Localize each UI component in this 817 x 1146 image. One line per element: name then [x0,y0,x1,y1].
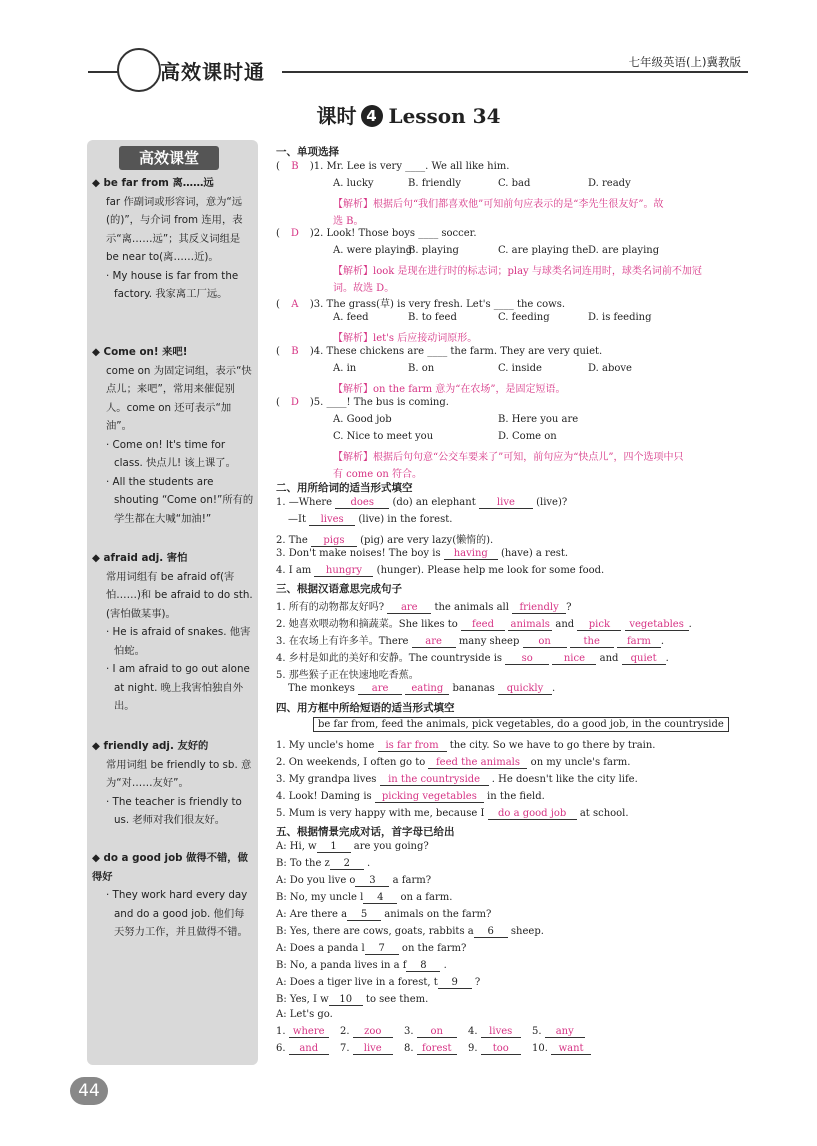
answer: in the countryside [380,774,489,786]
mc-explanation: 【解析】根据后句句意“公交车要来了”可知，前句应为“快点儿”，四个选项中只 [333,452,684,463]
sidebar-title: 高效课堂 [119,146,219,170]
phrase-line-1 [276,740,655,752]
text: B: No, a panda lives in a f [276,960,407,971]
text: (live) in the forest. [358,514,453,525]
mc-option: B. friendly [408,178,461,189]
text: A: Hi, w [276,841,317,852]
text: . [660,636,665,647]
text: A: Does a panda l [276,943,365,954]
mc-option: B. to feed [408,312,457,323]
dialogue-line [276,926,544,938]
note-example: · Come on! It's time for class. 快点儿! 该上课了。 [106,438,236,469]
mc-option: C. feeding [498,312,550,323]
answer: quiet [622,653,666,665]
text: (live)? [536,497,568,508]
blank-number: 9 [438,977,472,989]
dialogue-answer [532,1026,585,1038]
text: A: Do you live o [276,875,356,886]
answer: lives [309,514,355,526]
text: (do) an elephant [392,497,476,508]
mc-explanation: 选 B。 [333,216,364,227]
phrase-line-5 [276,808,629,820]
mc-explanation: 【解析】let's 后应接动词原形。 [333,333,478,344]
fill-line-2 [288,514,452,526]
fill-line-5 [276,565,604,577]
text: on my uncle's farm. [530,757,631,768]
dialogue-answer [340,1026,393,1038]
mc-option: D. above [588,363,632,374]
text: . [367,858,371,869]
text: B: Yes, there are cows, goats, rabbits a [276,926,474,937]
answer: live [353,1043,393,1055]
answer: are [358,683,402,695]
note-head: ◆ do a good job 做得不错，做得好 [92,849,254,886]
text: 1. —Where [276,497,333,508]
text: 3. My grandpa lives [276,774,377,785]
answer: animals [508,619,552,631]
header-rule-left [88,71,118,73]
translate-line-1 [276,598,572,614]
dialogue-answer [276,1043,329,1055]
text: B: No, my uncle l [276,892,364,903]
mc-option: A. feed [333,312,369,323]
answer: does [335,497,389,509]
text: and [555,619,575,630]
mc-option: D. ready [588,178,631,189]
answer: farm [617,636,661,648]
answer: are [412,636,456,648]
blank-number: 5 [347,909,381,921]
text: on the farm? [401,943,467,954]
text: —It [288,514,306,525]
text: to see them. [365,994,429,1005]
mc-stem: )4. These chickens are ____ the farm. They are very quiet. [309,346,603,357]
answer: on [417,1026,457,1038]
text: . [665,653,669,664]
answer-number: 2. [340,1026,350,1037]
dialogue-answer [468,1026,521,1038]
note-text: 常用词组有 be afraid of(害怕……)和 be afraid to do sth.(害怕做某事)。 [106,570,253,620]
answer: forest [417,1043,457,1055]
section-title: 一、单项选择 [276,146,339,158]
answer: picking vegetables [375,791,484,803]
text: B: Yes, I w [276,994,329,1005]
answer-number: 1. [276,1026,286,1037]
phrase-line-4 [276,791,545,803]
text: . [443,960,447,971]
title-prefix: 课时 [316,104,357,128]
answer: on [523,636,567,648]
text: the city. So we have to go there by train. [449,740,656,751]
translate-line-3 [276,632,664,648]
text: bananas [452,683,495,694]
dialogue-last-line: A: Let's go. [276,1009,333,1020]
note-come-on [92,343,254,528]
dialogue-line [276,943,466,955]
text: . [688,619,692,630]
answer-number: 8. [404,1043,414,1054]
text: sheep. [510,926,544,937]
translate-line-5-answer [288,683,555,695]
note-example: · I am afraid to go out alone at night. 晚上我害怕独自外出。 [106,663,250,712]
text: 2. The [276,535,308,546]
section-title: 五、根据情景完成对话，首字母已给出 [276,826,455,838]
mc-explanation: 【解析】look 是现在进行时的标志词；play 与球类名词连用时，球类名词前不加冠 [333,266,702,277]
mc-option: B. playing [408,245,459,256]
answer: the [570,636,614,648]
blank-number: 4 [363,892,397,904]
fill-line-1 [276,497,567,509]
text: on a farm. [400,892,453,903]
mc-option: A. lucky [333,178,374,189]
answer-number: 4. [468,1026,478,1037]
note-example: · My house is far from the factory. 我家离工厂远。 [106,269,239,300]
note-be-far-from [92,174,254,304]
answer: pigs [311,535,357,547]
mc-option: B. Here you are [498,414,579,425]
answer: are [387,602,431,614]
note-example: · All the students are shouting “Come on!”所有的学生都在大喊“加油!” [106,475,254,525]
text: are you going? [353,841,429,852]
note-text: far 作副词或形容词，意为“远(的)”，与介词 from 连用，表示“离……远”；其反义词组是 be near to(离……近)。 [106,195,243,263]
answer: where [289,1026,329,1038]
dialogue-line [276,858,370,870]
mc-answer: B [291,161,299,172]
text: (hunger). Please help me look for some food. [376,565,605,576]
blank-number: 3 [355,875,389,887]
answer-number: 6. [276,1043,286,1054]
dialogue-answer [532,1043,591,1055]
mc-option: C. Nice to meet you [333,431,434,442]
dialogue-line [276,994,428,1006]
lesson-number-badge: 4 [361,105,383,127]
note-text: come on 为固定词组，表示“快点儿；来吧”，常用来催促别人。come on 还可表示“加油”。 [106,364,252,432]
answer-number: 10. [532,1043,548,1054]
text: and [599,653,619,664]
fill-line-4 [276,548,568,560]
mc-stem: )2. Look! Those boys ____ soccer. [309,228,477,239]
lesson-title [0,100,817,129]
answer: nice [552,653,596,665]
text: (pig) are very lazy(懒惰的). [360,535,494,546]
mc-stem: )1. Mr. Lee is very ____. We all like him. [309,161,510,172]
note-head: ◆ afraid adj. 害怕 [92,549,254,568]
dialogue-line [276,841,429,853]
note-example: · They work hard every day and do a good job. 他们每天努力工作，并且做得不错。 [106,889,248,938]
mc-option: B. on [408,363,435,374]
answer-number: 9. [468,1043,478,1054]
mc-option: D. is feeding [588,312,652,323]
answer: lives [481,1026,521,1038]
text: at school. [579,808,629,819]
mc-answer: B [291,346,299,357]
mc-question: ( D )2. Look! Those boys ____ soccer. [276,228,477,239]
dialogue-line [276,909,491,921]
section-title: 二、用所给词的适当形式填空 [276,482,413,494]
answer: zoo [353,1026,393,1038]
mc-stem: )3. The grass(草) is very fresh. Let's ____ the cows. [309,299,565,310]
text: A: Does a tiger live in a forest, t [276,977,438,988]
answer-number: 7. [340,1043,350,1054]
mc-explanation: 有 come on 符合。 [333,469,423,480]
text: ? [566,602,572,613]
mc-option: A. were playing [333,245,413,256]
text: 1. My uncle's home [276,740,375,751]
blank-number: 6 [474,926,508,938]
mc-question: ( B )4. These chickens are ____ the farm. They are very quiet. [276,346,603,357]
answer-number: 3. [404,1026,414,1037]
text: (have) a rest. [500,548,569,559]
dialogue-answer [340,1043,393,1055]
note-text: 常用词组 be friendly to sb. 意为“对……友好”。 [106,758,252,789]
text: many sheep [458,636,520,647]
text: The monkeys [288,683,355,694]
mc-explanation: 【解析】根据后句“我们都喜欢他”可知前句应表示的是“李先生很友好”。故 [333,199,664,210]
answer: any [545,1026,585,1038]
answer: want [551,1043,591,1055]
mc-option: C. inside [498,363,542,374]
text: 1. 所有的动物都友好吗? [276,602,385,613]
dialogue-line [276,977,480,989]
section-title: 四、用方框中所给短语的适当形式填空 [276,702,455,714]
text: 3. Don't make noises! The boy is [276,548,441,559]
dialogue-answer [276,1026,329,1038]
book-title: 七年级英语(上)冀教版 [628,55,741,69]
answer: is far from [378,740,447,752]
text: 3. 在农场上有许多羊。There [276,636,409,647]
translate-line-2 [276,615,692,631]
text: 2. On weekends, I often go to [276,757,426,768]
phrase-line-3 [276,774,638,786]
note-friendly [92,737,254,830]
answer: eating [405,683,449,695]
text: 4. I am [276,565,312,576]
dialogue-answer [404,1043,457,1055]
mc-option: D. Come on [498,431,557,442]
note-example: · He is afraid of snakes. 他害怕蛇。 [106,626,251,657]
mc-option: A. Good job [333,414,392,425]
mc-stem: )5. ____! The bus is coming. [309,397,449,408]
answer: quickly [498,683,552,695]
answer: so [505,653,549,665]
note-head: ◆ be far from 离……远 [92,174,254,193]
translate-line-4 [276,649,669,665]
phrase-line-2 [276,757,630,769]
answer: pick [577,619,621,631]
answer: too [481,1043,521,1055]
phrase-box: be far from, feed the animals, pick vegetables, do a good job, in the countryside [313,717,729,732]
blank-number: 2 [330,858,364,870]
blank-number: 1 [317,841,351,853]
text: 4. 乡村是如此的美好和安静。The countryside is [276,653,503,664]
mc-explanation: 词。故选 D。 [333,283,395,294]
answer: having [444,548,498,560]
text: B: To the z [276,858,330,869]
dialogue-line [276,875,431,887]
mc-question: ( B )1. Mr. Lee is very ____. We all like him. [276,161,510,172]
mc-question: ( D )5. ____! The bus is coming. [276,397,449,408]
text: ? [474,977,481,988]
note-afraid [92,549,254,716]
note-example: · The teacher is friendly to us. 老师对我们很友好。 [106,795,242,826]
mc-explanation: 【解析】on the farm 意为“在农场”，是固定短语。 [333,384,566,395]
answer: live [479,497,533,509]
text: . He doesn't like the city life. [491,774,638,785]
header-rule-right [282,71,748,73]
answer: feed [461,619,505,631]
page-number: 44 [70,1077,108,1105]
text: 5. Mum is very happy with me, because I [276,808,485,819]
dialogue-answer [404,1026,457,1038]
text: . [551,683,556,694]
text: 4. Look! Daming is [276,791,372,802]
brand-logo: 高效课时通 [160,60,265,84]
clock-icon [117,48,161,92]
answer: feed the animals [428,757,527,769]
dialogue-line [276,892,452,904]
dialogue-line [276,960,447,972]
answer: and [289,1043,329,1055]
blank-number: 7 [365,943,399,955]
answer: vegetables [625,619,689,631]
text: A: Are there a [276,909,348,920]
translate-line-5: 5. 那些猴子正在快速地吃香蕉。 [276,670,419,681]
fill-line-3 [276,531,493,547]
text: the animals all [434,602,509,613]
mc-option: C. are playing the [498,245,589,256]
text: a farm? [392,875,432,886]
mc-option: D. are playing [588,245,660,256]
mc-question: ( A )3. The grass(草) is very fresh. Let's ____ the cows. [276,299,565,310]
lesson-name: Lesson 34 [388,104,501,128]
text: 2. 她喜欢喂动物和摘蔬菜。She likes to [276,619,458,630]
section-title: 三、根据汉语意思完成句子 [276,583,402,595]
mc-option: C. bad [498,178,531,189]
blank-number: 8 [406,960,440,972]
mc-answer: A [291,299,299,310]
text: in the field. [487,791,545,802]
note-head: ◆ Come on! 来吧! [92,343,254,362]
answer: do a good job [488,808,577,820]
mc-option: A. in [333,363,357,374]
text: animals on the farm? [384,909,492,920]
note-head: ◆ friendly adj. 友好的 [92,737,254,756]
note-do-a-good-job [92,849,254,942]
blank-number: 10 [329,994,363,1006]
mc-answer: D [290,228,299,239]
answer: friendly [512,602,566,614]
dialogue-answer [468,1043,521,1055]
answer: hungry [314,565,373,577]
answer-number: 5. [532,1026,542,1037]
mc-answer: D [290,397,299,408]
